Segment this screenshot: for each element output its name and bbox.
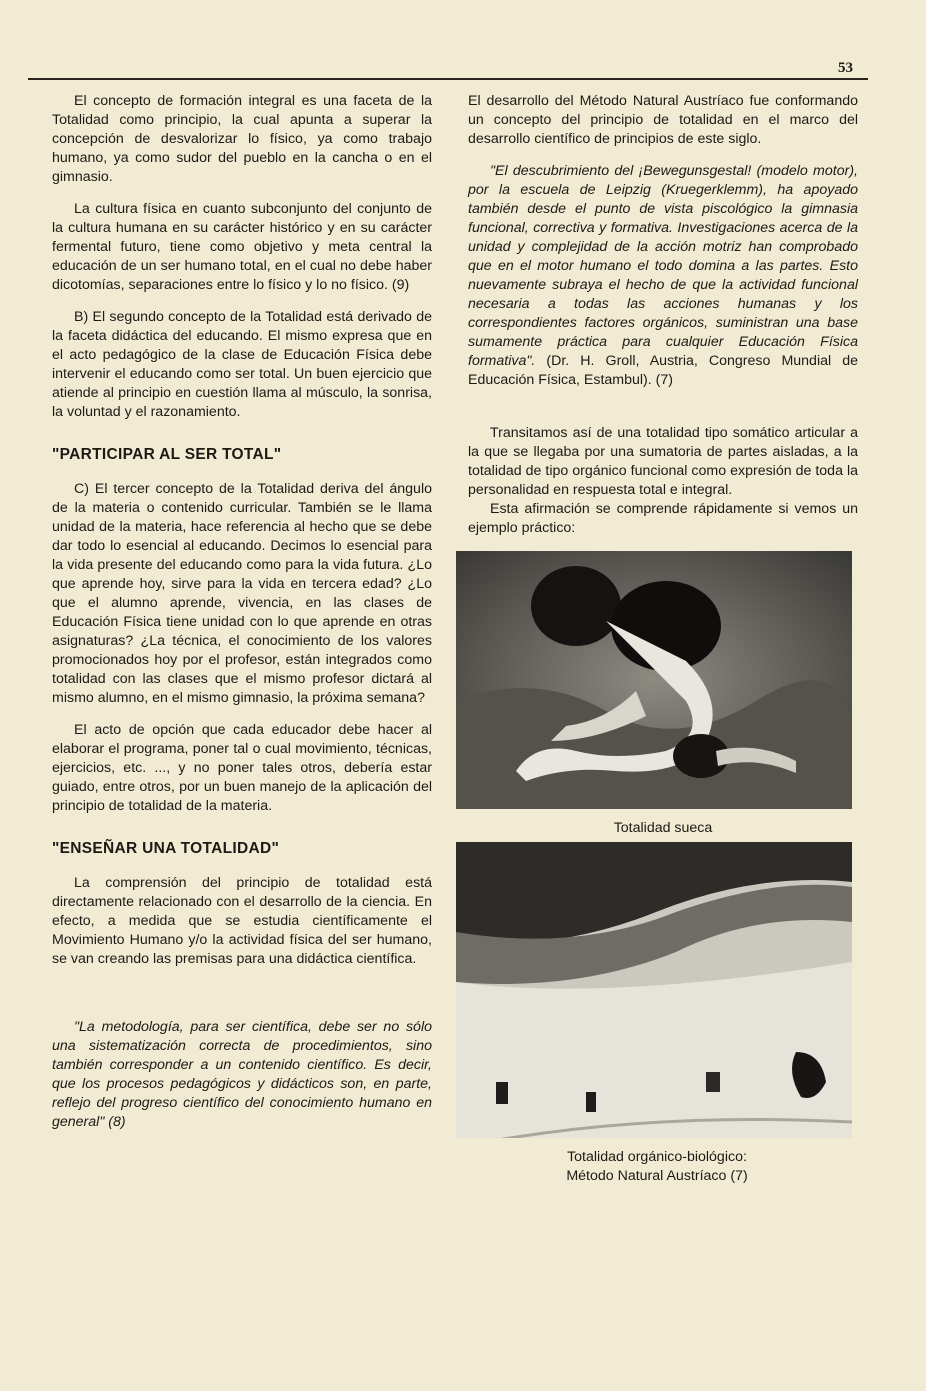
quote-text: "El descubrimiento del ¡Bewegunsgestal! (modelo motor), por la escuela de Leipzig (Kruegerklemm), ha apoyado también desde el punto de vista piscológico la gimnasia funcional, correctiva y formativa. Investigaciones acerca de la unidad y complejidad de la acción motriz han comprobado que en el motor humano el todo domina a las partes. Esto nuevamente subraya el hecho de que la actividad funcional necesaria a todas las acciones humanas y los correspondientes factores orgánicos, suministran una base sumamente práctica para cualquier Educación Física formativa".	[468, 163, 858, 369]
block-quote	[468, 162, 858, 390]
photo-austrian	[456, 842, 852, 1138]
paragraph: Transitamos así de una totalidad tipo somático articular a la que se llegaba por una sumatoria de partes aisladas, a la totalidad de tipo orgánico funcional como expresión de toda la personalidad en respuesta total e integral.	[468, 425, 858, 498]
paragraph: B) El segundo concepto de la Totalidad está derivado de la faceta didáctica del educando. El mismo expresa que en el acto pedagógico de la clase de Educación Física debe intervenir el educando como ser total. Un buen ejercicio que atiende al principio en cuestión llama al músculo, la sonrisa, la voluntad y el razonamiento.	[52, 309, 432, 420]
paragraph: El concepto de formación integral es una faceta de la Totalidad como principio, la cual apunta a superar la concepción de desvalorizar lo físico, ya como trabajo humano, ya como sudor del pueblo en la cancha o en el gimnasio.	[52, 93, 432, 185]
left-column	[52, 92, 432, 1145]
right-column	[468, 92, 858, 1186]
section-heading: "PARTICIPAR AL SER TOTAL"	[52, 446, 282, 463]
block-quote: "La metodología, para ser científica, debe ser no sólo una sistematización correcta de procedimientos, sino también corresponder a un contenido científico. Es decir, que los procesos pedagógicos y didácticos son, en parte, reflejo del progreso científico del conocimiento humano en general" (8)	[52, 1019, 432, 1130]
photo-caption: Totalidad sueca	[613, 820, 713, 836]
photo-swedish	[456, 551, 852, 809]
paragraph: El desarrollo del Método Natural Austríaco fue conformando un concepto del principio de totalidad en el marco del desarrollo científico de principios de este siglo.	[468, 93, 858, 147]
paragraph: Esta afirmación se comprende rápidamente si vemos un ejemplo práctico:	[468, 501, 858, 536]
section-heading: "ENSEÑAR UNA TOTALIDAD"	[52, 840, 280, 857]
paragraph: El acto de opción que cada educador debe hacer al elaborar el programa, poner tal o cual movimiento, técnicas, ejercicios, etc. ..., y no poner tales otros, debería estar guiado, entre otros, por un buen manejo de la aplicación del principio de totalidad de la materia.	[52, 722, 432, 814]
page-number: 53	[838, 60, 853, 76]
paragraph: La cultura física en cuanto subconjunto del conjunto de la cultura humana en su carácter histórico y en su carácter fermental futuro, tiene como objetivo y meta central la educación de un ser humano total, en el cual no debe haber dicotomías, separaciones entre lo físico y lo no físico. (9)	[52, 201, 432, 293]
quote-source: (Dr. H. Groll, Austria, Congreso Mundial de Educación Física, Estambul). (7)	[468, 353, 858, 388]
paragraph: La comprensión del principio de totalidad está directamente relacionado con el desarrollo de la ciencia. En efecto, a medida que se estudia científicamente el Movimiento Humano y/o la actividad física del ser humano, se van creando las premisas para una didáctica científica.	[52, 875, 432, 967]
top-rule	[28, 78, 868, 80]
photo-caption: Totalidad orgánico-biológico:	[567, 1149, 747, 1165]
paragraph: C) El tercer concepto de la Totalidad deriva del ángulo de la materia o contenido curricular. También se le llama unidad de la materia, hace referencia al hecho que se debe dar todo lo esencial al educando. Decimos lo esencial para la vida presente del educando como para la vida futura. ¿Lo que aprende hoy, sirve para la vida en tercera edad? ¿Lo que el alumno aprende, vivencia, en las clases de Educación Física tiene unidad con lo que aprende en otras asignaturas? ¿La técnica, el conocimiento de los valores promocionados hoy por el profesor, están integrados como totalidad con las clases que el mismo profesor dictará al mismo alumno, en el mismo gimnasio, la próxima semana?	[52, 481, 432, 706]
photo-caption: Método Natural Austríaco (7)	[566, 1168, 748, 1184]
